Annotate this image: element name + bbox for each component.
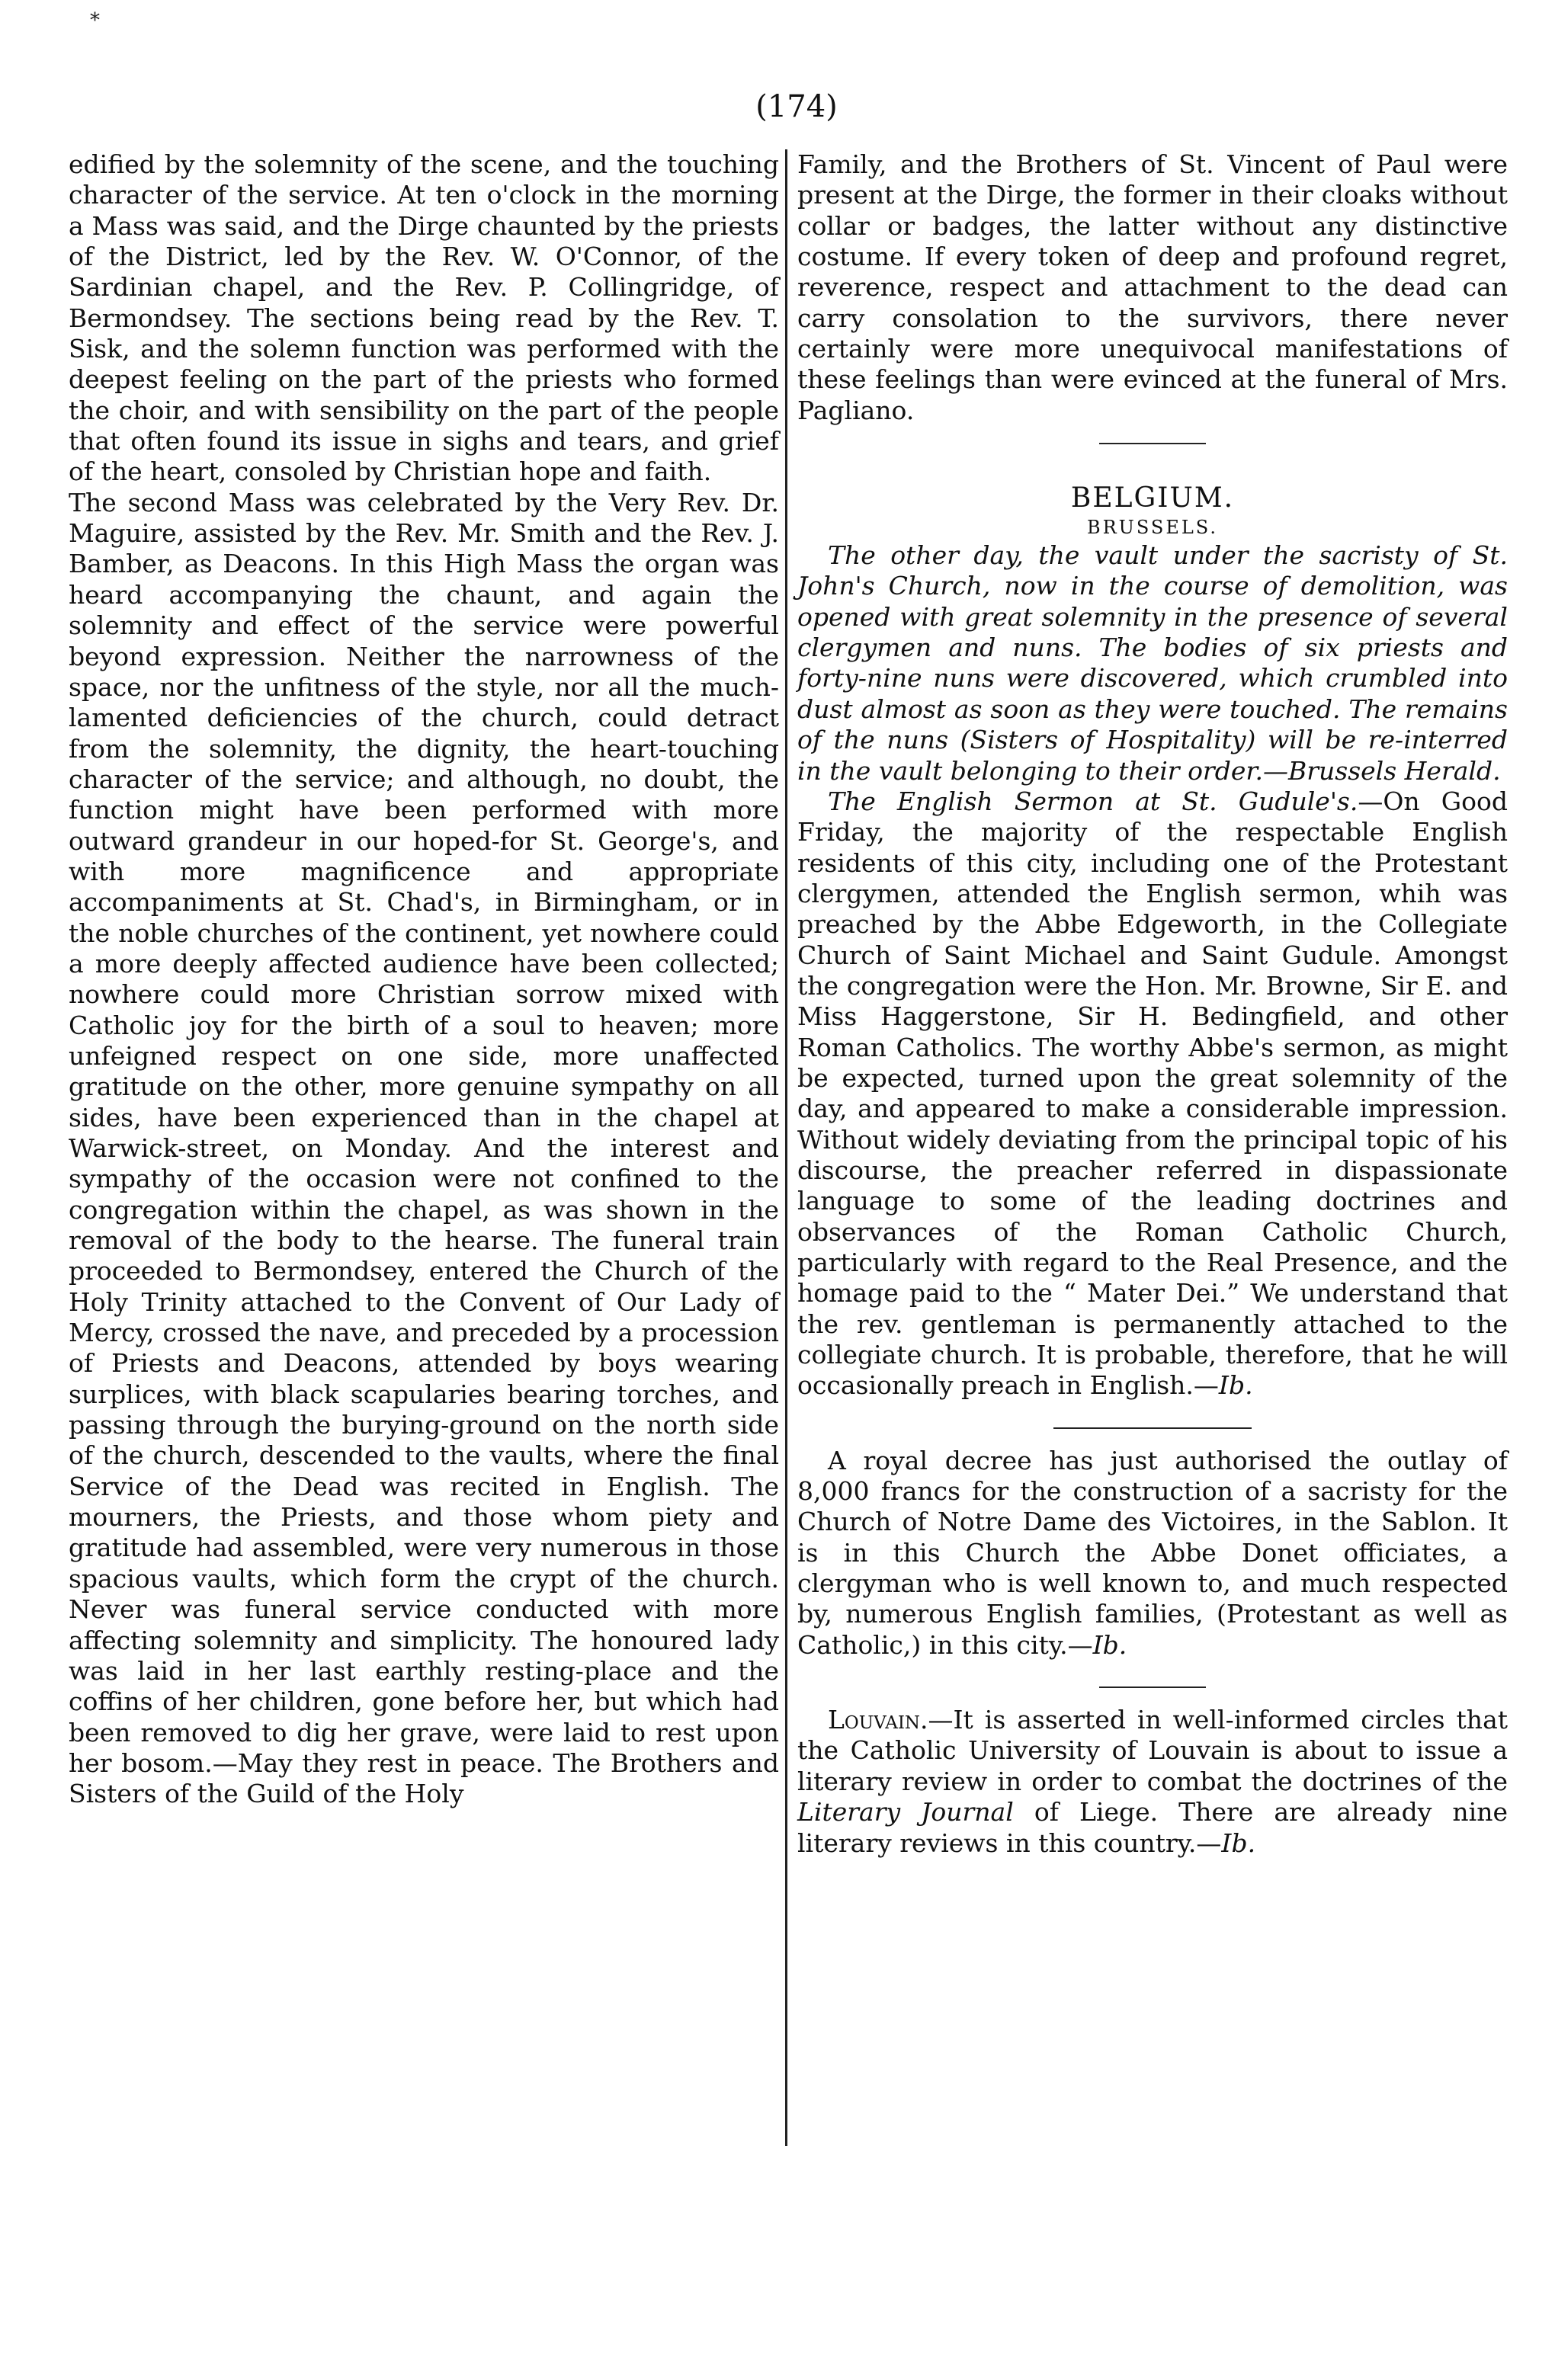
article-vault-text: The other day, the vault under the sacristy of St. John's Church, now in the course of demolition, was opened with great solemnity in the presence of several clergymen and nuns. The bodies of six priests and forty-nine nuns were discovered, which crumbled into dust almost as soon as they were touched. The remains of the nuns (Sisters of Hospitality) will be re-interred in the vault belonging to their order.— [797, 540, 1508, 786]
article-decree [797, 1446, 1508, 1661]
source-credit: Brussels Herald. [1288, 755, 1501, 786]
journal-title: Literary Journal [797, 1797, 1014, 1827]
article-sermon-text: —On Good Friday, the majority of the respectable English residents of this city, including one of the Protestant clergymen, attended the English sermon, whih was preached by the Abbe Edgeworth, in the Collegiate Church of Saint Michael and Saint Gudule. Amongst the congregation were the Hon. Mr. Browne, Sir E. and Miss Haggerstone, Sir H. Bedingfield, and other Roman Catholics. The worthy Abbe's sermon, as might be expected, turned upon the great solemnity of the day, and appeared to make a considerable impression. Without widely deviating from the principal topic of his discourse, the preacher referred in dispassionate language to some of the leading doctrines and observances of the Roman Catholic Church, particularly with regard to the Real Presence, and the homage paid to the “ Mater Dei.” We understand that the rev. gentleman is permanently attached to the collegiate church. It is probable, therefore, that he will occasionally preach in English.— [797, 786, 1508, 1401]
source-credit: Ib. [1218, 1370, 1253, 1401]
section-subtitle: BRUSSELS. [1086, 517, 1219, 539]
section-rule [1099, 443, 1206, 444]
source-credit: Ib. [1092, 1629, 1127, 1660]
paragraph-intro: Family, and the Brothers of St. Vincent of Paul were present at the Dirge, the former in their cloaks without collar or badges, the latter without any distinctive costume. If every token of deep and profound regret, reverence, respect and attachment to the dead can carry consolation to the survivors, there never certainly were more unequivocal manifestations of these feelings than were evinced at the funeral of Mrs. Pagliano. [797, 149, 1508, 425]
article-lead: Louvain. [828, 1705, 928, 1735]
paragraph: The second Mass was celebrated by the Very Rev. Dr. Maguire, assisted by the Rev. Mr. Smith and the Rev. J. Bamber, as Deacons. In this High Mass the organ was heard accompanying the chaunt, and again the solemnity and effect of the service were powerful beyond expression. Neither the narrowness of the space, nor the unfitness of the style, nor all the much-lamented deficiencies of the church, could detract from the solemnity, the dignity, the heart-touching character of the service; and although, no doubt, the function might have been performed with more outward grandeur in our hoped-for St. George's, and with more magnificence and appropriate accompaniments at St. Chad's, in Birmingham, or in the noble churches of the continent, yet nowhere could a more deeply affected audience have been collected; nowhere could more Christian sorrow mixed with Catholic joy for the birth of a soul to heaven; more unfeigned respect on one side, more unaffected gratitude on the other, more genuine sympathy on all sides, have been experienced than in the chapel at Warwick-street, on Monday. And the interest and sympathy of the occasion were not confined to the congregation within the chapel, as was shown in the removal of the body to the hearse. The funeral train proceeded to Bermondsey, entered the Church of the Holy Trinity attached to the Convent of Our Lady of Mercy, crossed the nave, and preceded by a procession of Priests and Deacons, attended by boys wearing surplices, with black scapularies bearing torches, and passing through the burying-ground on the north side of the church, descended to the vaults, where the final Service of the Dead was recited in English. The mourners, the Priests, and those whom piety and gratitude had assembled, were very numerous in those spacious vaults, which form the crypt of the church. Never was funeral service conducted with more affecting solemnity and simplicity. The honoured lady was laid in her last earthly resting-place and the coffins of her children, gone before her, but which had been removed to dig her grave, were laid to rest upon her bosom.—May they rest in peace. The Brothers and Sisters of the Guild of the Holy [69, 487, 779, 1809]
article-louvain-text-end: of Liege. There are already nine literary reviews in this country.— [797, 1797, 1508, 1858]
source-credit: Ib. [1221, 1827, 1256, 1858]
column-divider [785, 149, 787, 2146]
right-column [797, 149, 1508, 1859]
article-decree-text: A royal decree has just authorised the outlay of 8,000 francs for the construction of a sacristy for the Church of Notre Dame des Victoires, in the Sablon. It is in this Church the Abbe Donet officiates, a clergyman who is well known to, and much respected by, numerous English families, (Protestant as well as Catholic,) in this city.— [797, 1445, 1508, 1660]
section-title: BELGIUM. [1070, 482, 1235, 514]
left-column [69, 149, 779, 1810]
article-heading: The English Sermon at St. Gudule's. [828, 786, 1358, 816]
article-louvain-text: —It is asserted in well-informed circles that the Catholic University of Louvain is about to issue a literary review in order to combat the doctrines of the [797, 1705, 1508, 1796]
article-vault [797, 540, 1508, 786]
article-louvain [797, 1705, 1508, 1859]
paragraph: edified by the solemnity of the scene, and the touching character of the service. At ten o'clock in the morning a Mass was said, and the Dirge chaunted by the priests of the District, led by the Rev. W. O'Connor, of the Sardinian chapel, and the Rev. P. Collingridge, of Bermondsey. The sections being read by the Rev. T. Sisk, and the solemn function was performed with the deepest feeling on the part of the priests who formed the choir, and with sensibility on the part of the people that often found its issue in sighs and tears, and grief of the heart, consoled by Christian hope and faith. [69, 149, 779, 487]
article-sermon [797, 786, 1508, 1401]
page-number: (174) [755, 89, 838, 124]
page-mark: * [90, 9, 100, 32]
article-rule [1099, 1687, 1206, 1688]
article-rule [1053, 1427, 1252, 1429]
